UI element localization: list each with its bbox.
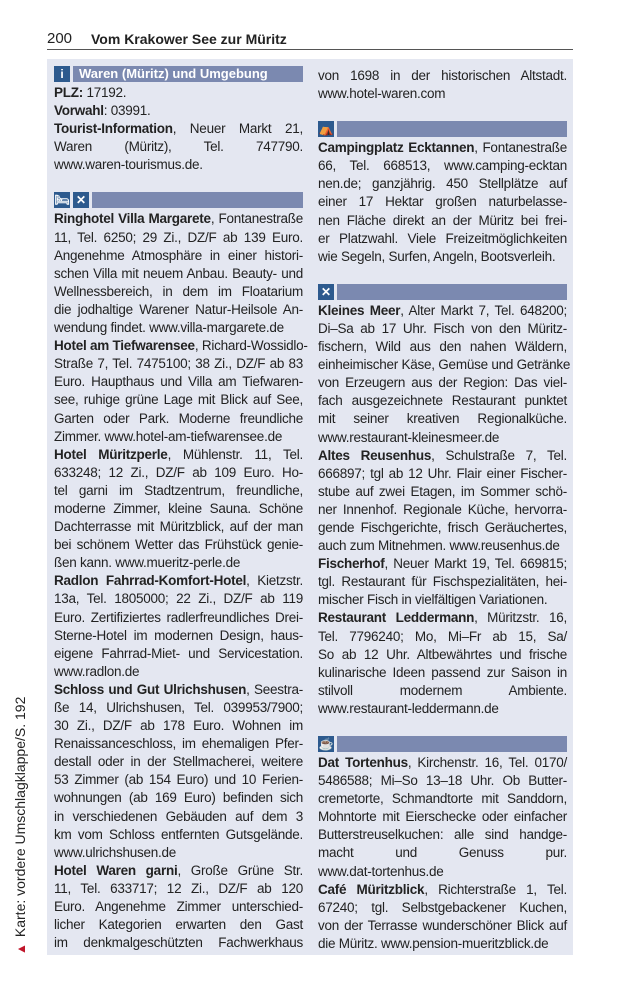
- text-line: www.dat-tortenhus.de: [318, 863, 444, 879]
- listing-details: : 03991.: [103, 103, 151, 119]
- listing-entry: [318, 609, 567, 718]
- listing-name: Tourist-Information: [54, 121, 173, 137]
- section-spacer: [318, 718, 567, 736]
- text-line: wohnungen (ab 169 Euro) befinden sich: [54, 790, 303, 806]
- text-line: www.hotel-waren.com: [318, 86, 446, 102]
- section-title-bar: [337, 284, 567, 300]
- text-line: Renaissanceschloss, im ehemaligen Pfer-: [54, 736, 303, 752]
- text-line: Butterstreuselkuchen: alle sind handge-: [318, 827, 567, 843]
- section-heading: [318, 736, 567, 752]
- listing-name: Altes Reusenhus: [318, 447, 432, 463]
- text-line: Zimmer. www.hotel-am-tiefwarensee.de: [54, 428, 283, 444]
- text-line: stube auf zwei Etagen, im Sommer schö-: [318, 483, 567, 499]
- text-line: Wellnessbereich, in dem im Floatarium: [54, 283, 303, 299]
- listing-entry: [54, 681, 303, 862]
- tent-icon: ⛺: [318, 122, 334, 137]
- text-line: [54, 120, 303, 138]
- page-number: 200: [47, 30, 73, 47]
- text-line: Sterne-Hotel im modernen Design, haus-: [54, 627, 303, 643]
- text-line: [54, 210, 303, 228]
- fork-knife-icon: ✕: [318, 284, 334, 300]
- text-line: licher Kategorien erwarten den Gast: [54, 917, 303, 933]
- text-line: www.restaurant-kleinesmeer.de: [318, 429, 500, 445]
- text-line: Straße 7, Tel. 7475100; 38 Zi., DZ/F ab 83: [54, 356, 303, 372]
- section-heading: [318, 284, 567, 300]
- listing-details: , Richard-Wossidlo-: [194, 338, 308, 354]
- text-line: [318, 139, 567, 157]
- listing-name: Fischerhof: [318, 556, 385, 572]
- listing-entry: [54, 84, 303, 102]
- text-line: So ab 12 Uhr. Altbewährtes und frische: [318, 646, 567, 662]
- text-line: tel garni im Stadtzentrum, freundliche,: [54, 482, 303, 498]
- text-line: 5486588; Mi–So 13–18 Uhr. Ob Butter-: [318, 773, 567, 789]
- text-line: wendung findet. www.villa-margarete.de: [54, 320, 284, 336]
- listing-details: , Fontanestraße: [474, 140, 567, 156]
- listing-entry: [318, 881, 567, 953]
- text-line: moderne Zimmer, kleine Sauna. Schöne: [54, 500, 303, 516]
- text-line: in verschiedenen Gebäuden auf dem 3: [54, 808, 303, 824]
- listing-name: Hotel Müritzperle: [54, 446, 168, 462]
- listing-entry: [318, 67, 567, 103]
- text-line: Euro. Haupthaus und Villa am Tiefwaren-: [54, 374, 303, 390]
- info-icon: i: [54, 66, 70, 82]
- text-line: 633248; 12 Zi., DZ/F ab 109 Euro. Ho-: [54, 464, 303, 480]
- listing-details: , Große Grüne Str.: [177, 862, 304, 878]
- text-line: 11, Tel. 6250; 29 Zi., DZ/F ab 139 Euro.: [54, 229, 303, 245]
- left-column: [54, 66, 308, 952]
- listing-details: , Kirchenstr. 16, Tel. 0170/: [407, 755, 568, 770]
- text-line: 53 Zimmer (ab 154 Euro) und 10 Ferien-: [54, 772, 303, 788]
- text-line: [54, 102, 303, 120]
- listing-details: 17192.: [83, 85, 127, 100]
- listing-entry: [318, 754, 567, 881]
- text-line: von Erzeugern aus der Region: Das viel-: [318, 375, 567, 391]
- text-line: nen.de; ganzjährig. 450 Stellplätze auf: [318, 176, 567, 192]
- listing-name: Kleines Meer: [318, 302, 401, 318]
- listing-details: , Seestra-: [246, 681, 303, 697]
- text-line: er Platzwahl. Viele Freizeitmöglichkeiten: [318, 230, 567, 246]
- running-header: [47, 30, 573, 50]
- text-line: [54, 84, 303, 102]
- text-line: [318, 754, 567, 772]
- section-title-bar: [337, 736, 567, 752]
- text-line: 67240; tgl. Selbstgebackener Kuchen,: [318, 899, 567, 915]
- text-line: [318, 881, 567, 899]
- text-line: Tel. 7796240; Mo, Mi–Fr ab 15, Sa/: [318, 628, 567, 644]
- listing-details: , Mühlenstr. 11, Tel.: [167, 446, 304, 462]
- listing-details: , Neuer Markt 21,: [172, 121, 303, 137]
- text-line: ßen kann. www.mueritz-perle.de: [54, 555, 241, 571]
- text-line: www.radlon.de: [54, 663, 140, 679]
- text-line: nen Fläche direkt an der Müritz bei frei-: [318, 212, 567, 228]
- listing-name: Café Müritzblick: [318, 881, 425, 897]
- section-title-bar: Waren (Müritz) und Umgebung: [73, 66, 303, 82]
- listing-entry: [318, 555, 567, 609]
- text-line: fach ausgezeichnete Restaurant punktet: [318, 393, 567, 409]
- text-line: schen Villa mit neuem Anbau. Beauty- und: [54, 265, 303, 281]
- listing-entry: [318, 139, 567, 266]
- text-line: cremetorte, Schmandtorte mit Sanddorn,: [318, 791, 567, 807]
- listing-name: Schloss und Gut Ulrichshusen: [54, 681, 247, 697]
- listing-details: , Alter Markt 7, Tel. 648200;: [400, 302, 567, 318]
- listing-entry: [54, 210, 303, 337]
- text-line: einheimischer Käse, Gemüse und Getränke: [318, 357, 571, 373]
- text-line: [318, 609, 567, 627]
- text-line: im denkmalgeschützten Fachwerkhaus: [54, 935, 303, 951]
- right-column: [318, 67, 571, 953]
- text-line: Waren (Müritz), Tel. 747790.: [54, 139, 303, 155]
- listing-name: Vorwahl: [54, 103, 104, 119]
- section-title-bar: [92, 192, 303, 208]
- text-line: www.waren-tourismus.de.: [54, 157, 203, 173]
- text-line: see, ruhige grüne Lage mit Blick auf See,: [54, 392, 303, 408]
- text-line: kulinarische Ideen passend zur Saison in: [318, 664, 567, 680]
- section-title-bar: [337, 121, 567, 137]
- text-line: Angenehme Atmosphäre in einer histori-: [54, 247, 303, 263]
- text-line: www.ulrichshusen.de: [54, 844, 177, 860]
- listing-details: , Richterstraße 1, Tel.: [424, 881, 567, 897]
- listing-entry: [54, 120, 303, 174]
- listing-name: Dat Tortenhus: [318, 755, 408, 770]
- text-line: [318, 555, 567, 573]
- text-line: gende Fischgerichte, frisch Geräuchertes,: [318, 519, 567, 535]
- text-line: [54, 862, 303, 880]
- section-spacer: [318, 103, 567, 121]
- text-line: ße 14, Ulrichshusen, Tel. 039953/7900;: [54, 700, 303, 715]
- text-line: fischern, Wild aus den nahen Wäldern,: [318, 339, 567, 355]
- triangle-marker-icon: ▲: [14, 943, 28, 955]
- map-reference-text: Karte: vordere Umschlagklappe/S. 192: [12, 696, 28, 938]
- listing-entry: [318, 447, 567, 556]
- text-line: [54, 446, 303, 464]
- section-heading: [54, 66, 303, 82]
- text-line: [318, 447, 567, 465]
- text-line: eigene Fahrrad-Miet- und Servicestation.: [54, 645, 303, 661]
- text-line: 13a, Tel. 1805000; 22 Zi., DZ/F ab 119: [54, 591, 303, 607]
- text-line: www.restaurant-leddermann.de: [318, 700, 499, 716]
- text-line: Di–Sa ab 17 Uhr. Fisch von den Müritz-: [318, 320, 567, 336]
- text-line: auch zum Mitnehmen. www.reusenhus.de: [318, 538, 560, 554]
- text-line: 11, Tel. 633717; 12 Zi., DZ/F ab 120: [54, 880, 303, 896]
- text-line: bei schönem Wetter das Frühstück genie-: [54, 537, 303, 553]
- text-line: 30 Zi., DZ/F ab 178 Euro. Wohnen im: [54, 718, 303, 734]
- listing-name: Hotel Waren garni: [54, 862, 178, 878]
- listing-details: , Fontanestraße: [210, 211, 303, 227]
- text-line: Euro. Zertifiziertes radlerfreundliches Drei-: [54, 609, 303, 625]
- listing-name: PLZ:: [54, 85, 83, 100]
- listing-entry: [54, 446, 303, 573]
- coffee-cup-icon: ☕: [318, 737, 334, 751]
- section-heading: [54, 192, 303, 208]
- listing-name: Ringhotel Villa Margarete: [54, 211, 211, 227]
- listing-entry: [54, 572, 303, 681]
- listing-details: , Müritzstr. 16,: [474, 610, 567, 626]
- text-line: von der Terrasse wunderschöner Blick auf: [318, 917, 567, 933]
- text-line: Euro. Angenehme Zimmer unterschied-: [54, 899, 303, 915]
- chapter-title: Vom Krakower See zur Müritz: [91, 31, 287, 47]
- listing-name: Campingplatz Ecktannen: [318, 140, 475, 156]
- section-heading: [318, 121, 567, 137]
- text-line: einer 17 Hektar großen naturbelasse-: [318, 194, 567, 210]
- listing-entry: [318, 302, 571, 447]
- listing-details: , Schulstraße 7, Tel.: [431, 447, 567, 463]
- map-reference: [12, 697, 28, 955]
- listing-details: , Neuer Markt 19, Tel. 669815;: [384, 556, 567, 572]
- text-line: Mohntorte mit Eierschecke oder einfacher: [318, 809, 567, 825]
- text-line: die Müritz. www.pension-mueritzblick.de: [318, 935, 549, 951]
- listing-name: Hotel am Tiefwarensee: [54, 338, 195, 354]
- text-line: km vom Schloss entfernten Gutsgelände.: [54, 826, 303, 842]
- listing-name: Restaurant Leddermann: [318, 610, 475, 626]
- text-line: Garten oder Park. Moderne freundliche: [54, 410, 303, 426]
- text-line: ner Innenhof. Regionale Küche, hervorra-: [318, 501, 567, 517]
- listing-entry: [54, 337, 308, 446]
- listing-name: Radlon Fahrrad-Komfort-Hotel: [54, 573, 247, 589]
- text-line: 666897; tgl ab 12 Uhr. Flair einer Fischer-: [318, 465, 567, 481]
- text-line: mischer Fisch in vielfältigen Variationen.: [318, 592, 548, 608]
- listing-entry: [54, 862, 303, 952]
- text-line: macht und Genuss pur.: [318, 845, 567, 861]
- text-line: [54, 337, 308, 355]
- text-line: destall oder in der Stellmacherei, weitere: [54, 754, 303, 770]
- section-spacer: [318, 266, 567, 284]
- text-line: von 1698 in der historischen Altstadt.: [318, 68, 567, 83]
- text-line: 66, Tel. 668513, www.camping-ecktan: [318, 158, 567, 174]
- text-line: Dachterrasse mit Müritzblick, auf der man: [54, 519, 303, 535]
- listing-details: , Kietzstr.: [246, 573, 303, 589]
- text-line: tgl. Restaurant für Fischspezialitäten, hei-: [318, 574, 567, 590]
- listing-entry: [54, 102, 303, 120]
- text-line: [318, 302, 567, 320]
- text-line: wie Segeln, Surfen, Angeln, Bootsverleih.: [318, 248, 556, 264]
- text-line: die jodhaltige Warener Natur-Heilsole An-: [54, 301, 303, 317]
- text-line: stilvoll modernem Ambiente.: [318, 682, 567, 698]
- bed-icon: 🛏: [54, 193, 70, 208]
- text-line: [54, 572, 303, 590]
- text-line: mit seiner kreativen Regionalküche.: [318, 411, 567, 427]
- text-line: [54, 681, 303, 699]
- section-spacer: [54, 174, 303, 192]
- fork-knife-icon: ✕: [73, 192, 89, 208]
